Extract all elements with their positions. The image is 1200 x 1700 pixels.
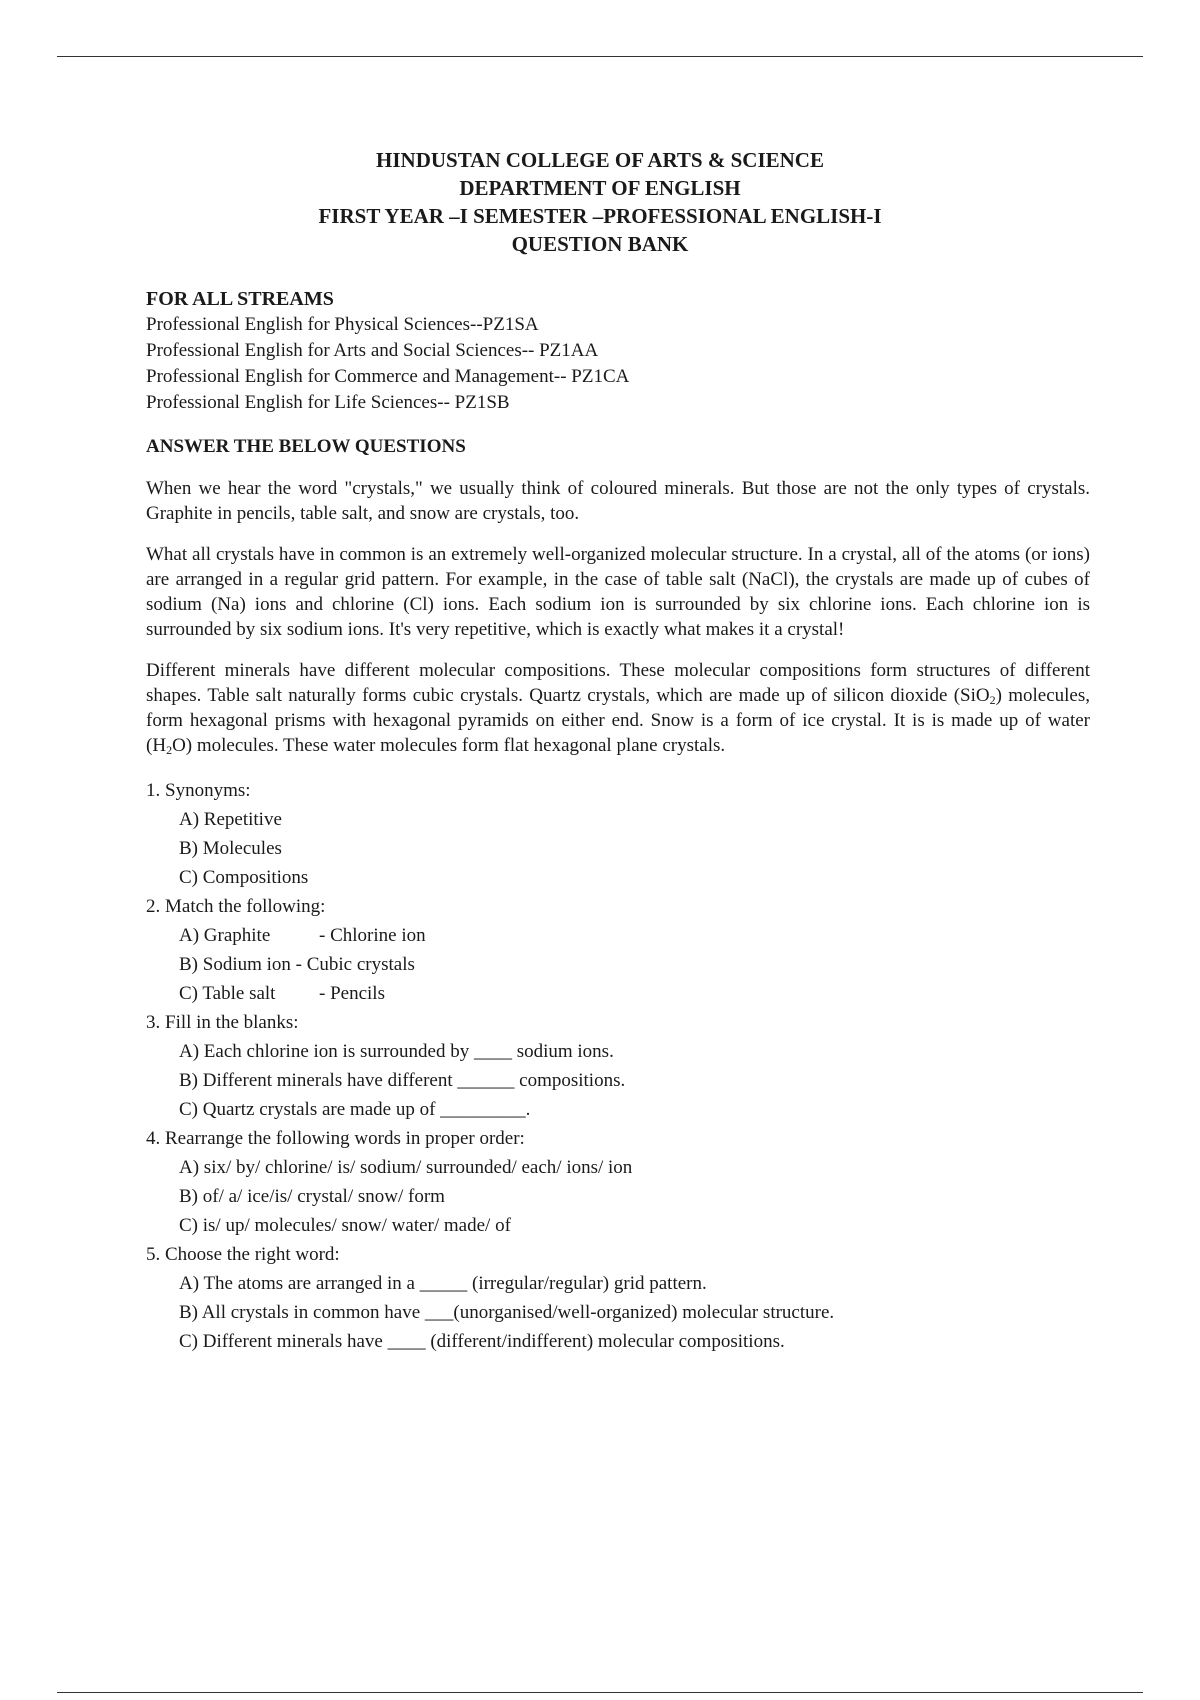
question-4-title: 4. Rearrange the following words in proper order: <box>146 1128 525 1149</box>
match-row <box>146 950 1090 979</box>
passage-text: ) molecules, form hexagonal prisms with hexagonal pyramids on either end. Snow is a form of ice crystal. It is is made up of water (H <box>146 685 1091 756</box>
question-option: A) six/ by/ chlorine/ is/ sodium/ surrounded/ each/ ions/ ion <box>179 1157 633 1178</box>
match-right: - Cubic crystals <box>295 954 415 975</box>
stream-item: Professional English for Life Sciences-- PZ1SB <box>146 392 510 413</box>
match-right: - Chlorine ion <box>319 925 426 946</box>
top-rule <box>57 56 1143 57</box>
question-5-title: 5. Choose the right word: <box>146 1244 340 1265</box>
question-option: C) is/ up/ molecules/ snow/ water/ made/ of <box>179 1215 511 1236</box>
question-option: B) of/ a/ ice/is/ crystal/ snow/ form <box>179 1186 445 1207</box>
question-option: C) Quartz crystals are made up of _________. <box>179 1099 531 1120</box>
passage-text: Different minerals have different molecular compositions. These molecular compositions form structures of different shapes. Table salt naturally forms cubic crystals. Quartz crystals, which are made up of silicon dioxide (SiO <box>146 660 1090 706</box>
stream-item: Professional English for Arts and Social Sciences-- PZ1AA <box>146 340 599 361</box>
question-option: B) All crystals in common have ___(unorganised/well-organized) molecular structure. <box>179 1302 835 1323</box>
subscript: 2 <box>989 693 996 707</box>
document-header <box>0 146 1200 258</box>
question-option: A) Each chlorine ion is surrounded by ____ sodium ions. <box>179 1041 614 1062</box>
passage-paragraph-2: What all crystals have in common is an extremely well-organized molecular structure. In a crystal, all of the atoms (or ions) are arranged in a regular grid pattern. For example, in the case of table salt (NaCl), the crystals are made up of cubes of sodium (Na) ions and chlorine (Cl) ions. Each sodium ion is surrounded by six chlorine ions. Each chlorine ion is surrounded by six sodium ions. It's very repetitive, which is exactly what makes it a crystal! <box>146 544 1090 640</box>
question-2-title: 2. Match the following: <box>146 896 326 917</box>
course-title: FIRST YEAR –I SEMESTER –PROFESSIONAL ENGLISH-I <box>318 204 882 228</box>
instruction-heading: ANSWER THE BELOW QUESTIONS <box>146 436 466 457</box>
questions-list <box>146 776 1090 1356</box>
department-name: DEPARTMENT OF ENGLISH <box>459 176 741 200</box>
stream-item: Professional English for Commerce and Management-- PZ1CA <box>146 366 630 387</box>
passage-paragraph-1: When we hear the word "crystals," we usually think of coloured minerals. But those are not the only types of crystals. Graphite in pencils, table salt, and snow are crystals, too. <box>146 478 1090 524</box>
streams-list <box>146 312 1090 416</box>
document-body <box>146 286 1090 1356</box>
question-1-title: 1. Synonyms: <box>146 780 251 801</box>
question-option: A) Repetitive <box>179 809 282 830</box>
bottom-rule <box>57 1692 1143 1693</box>
question-3-title: 3. Fill in the blanks: <box>146 1012 299 1033</box>
question-option: C) Different minerals have ____ (different/indifferent) molecular compositions. <box>179 1331 785 1352</box>
passage-paragraph-3 <box>146 658 1090 758</box>
stream-item: Professional English for Physical Sciences--PZ1SA <box>146 314 539 335</box>
match-row <box>146 921 1090 950</box>
question-option: B) Molecules <box>179 838 282 859</box>
match-row <box>146 979 1090 1008</box>
match-left: A) Graphite <box>179 925 271 946</box>
match-left: C) Table salt <box>179 983 276 1004</box>
match-left: B) Sodium ion <box>179 954 291 975</box>
match-right: - Pencils <box>319 983 385 1004</box>
college-name: HINDUSTAN COLLEGE OF ARTS & SCIENCE <box>376 148 824 172</box>
subscript: 2 <box>166 743 173 757</box>
question-option: C) Compositions <box>179 867 309 888</box>
streams-title: FOR ALL STREAMS <box>146 288 334 310</box>
question-option: B) Different minerals have different ______ compositions. <box>179 1070 626 1091</box>
passage-text: O) molecules. These water molecules form flat hexagonal plane crystals. <box>172 735 726 756</box>
question-option: A) The atoms are arranged in a _____ (irregular/regular) grid pattern. <box>179 1273 707 1294</box>
document-type: QUESTION BANK <box>511 232 689 256</box>
